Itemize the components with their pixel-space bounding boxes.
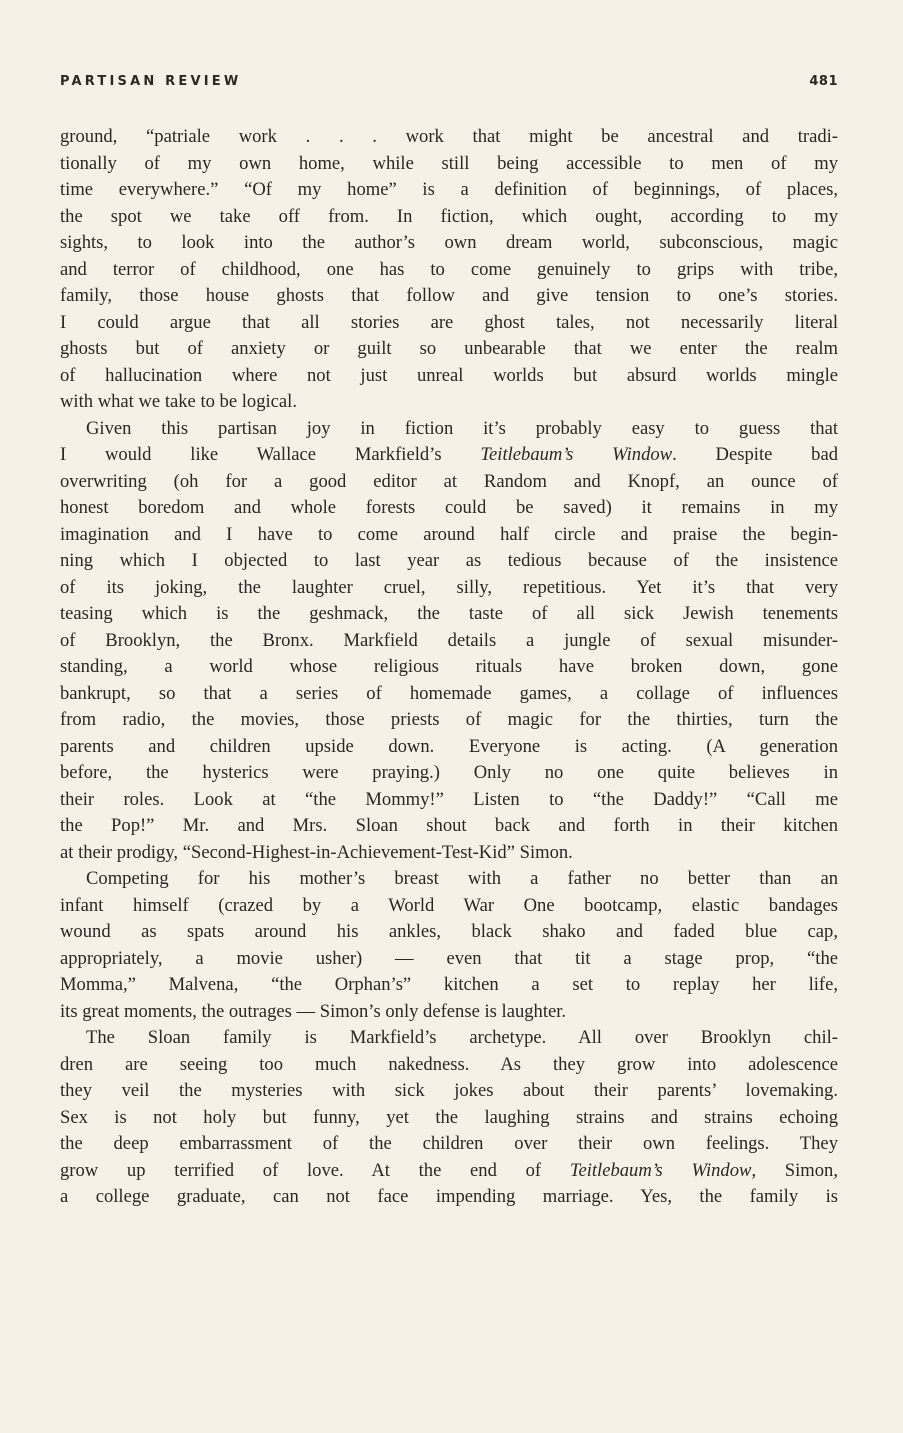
- text-line: dren are seeing too much nakedness. As they grow into adolescence: [60, 1053, 838, 1075]
- text-line: a college graduate, can not face impending marriage. Yes, the family is: [60, 1186, 838, 1207]
- text-line: grow up terrified of love. At the end of Teitlebaum’s Window, Simon,: [60, 1159, 839, 1181]
- text-line: of its joking, the laughter cruel, silly, repetitious. Yet it’s that very: [60, 576, 838, 598]
- text-line: ground, “patriale work . . . work that might be ancestral and tradi-: [60, 126, 838, 147]
- text-line: family, those house ghosts that follow and give tension to one’s stories.: [60, 285, 838, 306]
- text-line: they veil the mysteries with sick jokes about their parents’ lovemaking.: [60, 1080, 838, 1101]
- text-line: of hallucination where not just unreal worlds but absurd worlds mingle: [60, 364, 838, 386]
- text-line: and terror of childhood, one has to come genuinely to grips with tribe,: [60, 258, 838, 280]
- paragraph: [60, 124, 838, 416]
- text-line: imagination and I have to come around half circle and praise the begin-: [60, 523, 838, 545]
- text-line: wound as spats around his ankles, black shako and faded blue cap,: [60, 921, 838, 942]
- text-line: teasing which is the geshmack, the taste of all sick Jewish tenements: [60, 603, 838, 624]
- text-line: their roles. Look at “the Mommy!” Listen to “the Daddy!” “Call me: [60, 788, 838, 810]
- text-line: overwriting (oh for a good editor at Random and Knopf, an ounce of: [60, 470, 838, 492]
- text-line: The Sloan family is Markfield’s archetype. All over Brooklyn chil-: [86, 1027, 838, 1048]
- text-line: ghosts but of anxiety or guilt so unbearable that we enter the realm: [60, 338, 838, 359]
- text-line: the Pop!” Mr. and Mrs. Sloan shout back and forth in their kitchen: [60, 815, 838, 836]
- text-line: appropriately, a movie usher) — even that tit a stage prop, “the: [60, 947, 838, 969]
- paragraph: [60, 866, 838, 1025]
- paragraph: [60, 416, 838, 867]
- text-line: the deep embarrassment of the children over their own feelings. They: [60, 1133, 838, 1154]
- text-line: bankrupt, so that a series of homemade games, a collage of influences: [60, 682, 838, 704]
- text-line: at their prodigy, “Second-Highest-in-Achievement-Test-Kid” Simon.: [60, 841, 573, 863]
- text-line: honest boredom and whole forests could be saved) it remains in my: [60, 497, 838, 518]
- paragraph: [60, 1025, 838, 1211]
- text-line: before, the hysterics were praying.) Only no one quite believes in: [60, 762, 838, 783]
- text-line: from radio, the movies, those priests of magic for the thirties, turn the: [60, 709, 838, 730]
- book-title: Teitlebaum’s Window: [569, 1159, 752, 1181]
- text-line: Momma,” Malvena, “the Orphan’s” kitchen a set to replay her life,: [60, 974, 838, 995]
- text-line: its great moments, the outrages — Simon’s only defense is laughter.: [60, 1000, 567, 1022]
- text-line: infant himself (crazed by a World War One bootcamp, elastic bandages: [60, 894, 838, 916]
- text-line: I would like Wallace Markfield’s Teitlebaum’s Window. Despite bad: [60, 444, 839, 465]
- text-line: Sex is not holy but funny, yet the laughing strains and strains echoing: [60, 1106, 838, 1128]
- text-line: sights, to look into the author’s own dream world, subconscious, magic: [60, 232, 838, 253]
- running-title: PARTISAN REVIEW: [60, 74, 242, 89]
- text-line: the spot we take off from. In fiction, which ought, according to my: [60, 205, 838, 227]
- text-line: of Brooklyn, the Bronx. Markfield details a jungle of sexual misunder-: [60, 629, 838, 651]
- text-line: tionally of my own home, while still being accessible to men of my: [60, 152, 838, 174]
- running-header: [60, 74, 838, 94]
- text-line: I could argue that all stories are ghost tales, not necessarily literal: [60, 311, 838, 333]
- book-title: Teitlebaum’s Window: [480, 444, 673, 465]
- text-line: with what we take to be logical.: [60, 391, 297, 412]
- page-number: 481: [809, 74, 838, 89]
- text-line: parents and children upside down. Everyone is acting. (A generation: [60, 735, 838, 757]
- text-line: ning which I objected to last year as tedious because of the insistence: [60, 550, 838, 571]
- text-line: standing, a world whose religious rituals have broken down, gone: [60, 656, 838, 677]
- text-line: Competing for his mother’s breast with a father no better than an: [86, 868, 838, 889]
- text-line: time everywhere.” “Of my home” is a definition of beginnings, of places,: [60, 179, 838, 200]
- article-body: [60, 124, 838, 1211]
- text-line: Given this partisan joy in fiction it’s probably easy to guess that: [86, 417, 838, 439]
